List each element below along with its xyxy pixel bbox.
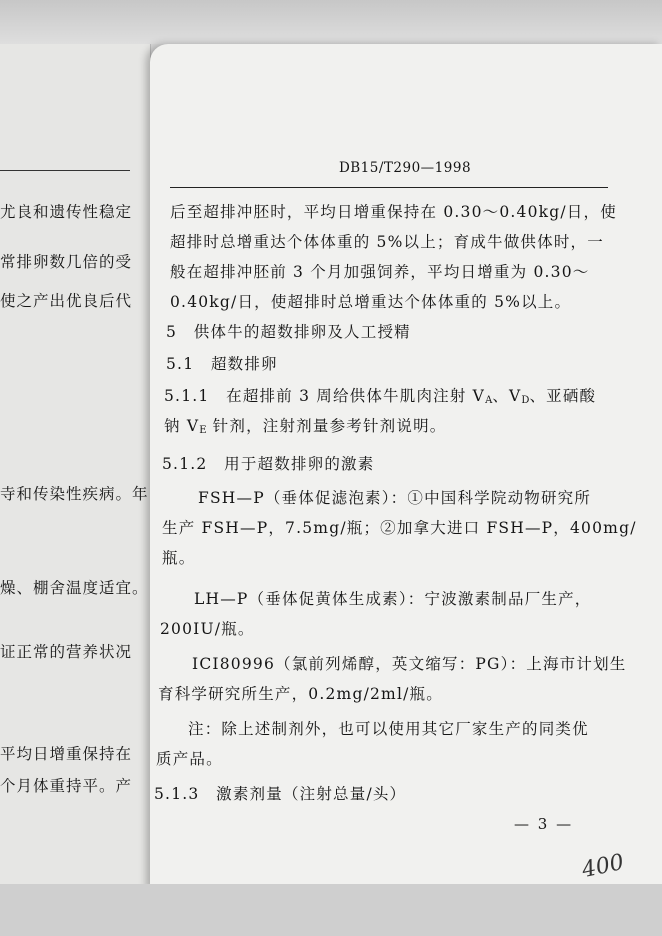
section-heading-5-1-3: 5.1.3 激素剂量（注射总量/头）	[154, 785, 407, 803]
scan-top-edge	[0, 0, 662, 44]
left-fragment: 燥、棚舍温度适宜。	[0, 579, 149, 597]
section-5-1-1-text: 钠 V	[164, 417, 200, 435]
section-5-1-1-line	[164, 414, 446, 436]
paragraph-line: 瓶。	[162, 549, 196, 567]
standard-code-header: DB15/T290—1998	[338, 160, 472, 176]
section-5-1-1-text: 针剂，注射剂量参考针剂说明。	[206, 417, 447, 435]
right-page	[150, 44, 662, 890]
subscript-d: D	[521, 395, 530, 406]
left-fragment: 个月体重持平。产	[0, 777, 133, 795]
paragraph-line: 注：除上述制剂外，也可以使用其它厂家生产的同类优	[188, 720, 589, 738]
section-heading-5-1: 5.1 超数排卵	[166, 355, 278, 373]
left-fragment: 证正常的营养状况	[0, 643, 133, 661]
paragraph-line: 200IU/瓶。	[160, 620, 255, 638]
left-fragment: 寺和传染性疾病。年	[0, 485, 149, 503]
left-fragment: 常排卵数几倍的受	[0, 253, 133, 271]
page-number: — 3 —	[514, 815, 574, 833]
paragraph-line: 质产品。	[156, 750, 223, 768]
left-fragment: 尤良和遗传性稳定	[0, 203, 133, 221]
section-heading-5: 5 供体牛的超数排卵及人工授精	[166, 323, 411, 341]
paragraph-line: FSH—P（垂体促滤泡素）：①中国科学院动物研究所	[198, 489, 592, 507]
paragraph-line: 般在超排冲胚前 3 个月加强饲养，平均日增重为 0.30～	[170, 263, 590, 281]
handwritten-annotation: 400	[579, 849, 627, 884]
left-header-rule	[0, 170, 130, 171]
section-5-1-1-text: 5.1.1 在超排前 3 周给供体牛肌肉注射 V	[164, 387, 486, 405]
section-5-1-1-line	[164, 384, 596, 406]
paragraph-line: 育科学研究所生产，0.2mg/2ml/瓶。	[158, 685, 443, 703]
left-fragment: 使之产出优良后代	[0, 292, 133, 310]
scan-bottom-edge	[0, 884, 662, 936]
section-5-1-1-text: 、V	[492, 387, 522, 405]
subscript-a: A	[485, 395, 493, 406]
left-page	[0, 44, 151, 884]
paragraph-line: LH—P（垂体促黄体生成素）：宁波激素制品厂生产，	[194, 590, 592, 608]
section-heading-5-1-2: 5.1.2 用于超数排卵的激素	[162, 455, 375, 473]
paragraph-line: ICI80996（氯前列烯醇，英文缩写：PG）：上海市计划生	[192, 655, 627, 673]
paragraph-line: 超排时总增重达个体体重的 5%以上；育成牛做供体时，一	[170, 233, 604, 251]
page-body	[150, 44, 662, 890]
paragraph-line: 生产 FSH—P，7.5mg/瓶；②加拿大进口 FSH—P，400mg/	[162, 519, 637, 537]
left-fragment: 平均日增重保持在	[0, 745, 133, 763]
subscript-e: E	[199, 425, 207, 436]
paragraph-line: 0.40kg/日，使超排时总增重达个体体重的 5%以上。	[170, 293, 572, 311]
paragraph-line: 后至超排冲胚时，平均日增重保持在 0.30～0.40kg/日，使	[170, 203, 617, 221]
section-5-1-1-text: 、亚硒酸	[529, 387, 597, 405]
